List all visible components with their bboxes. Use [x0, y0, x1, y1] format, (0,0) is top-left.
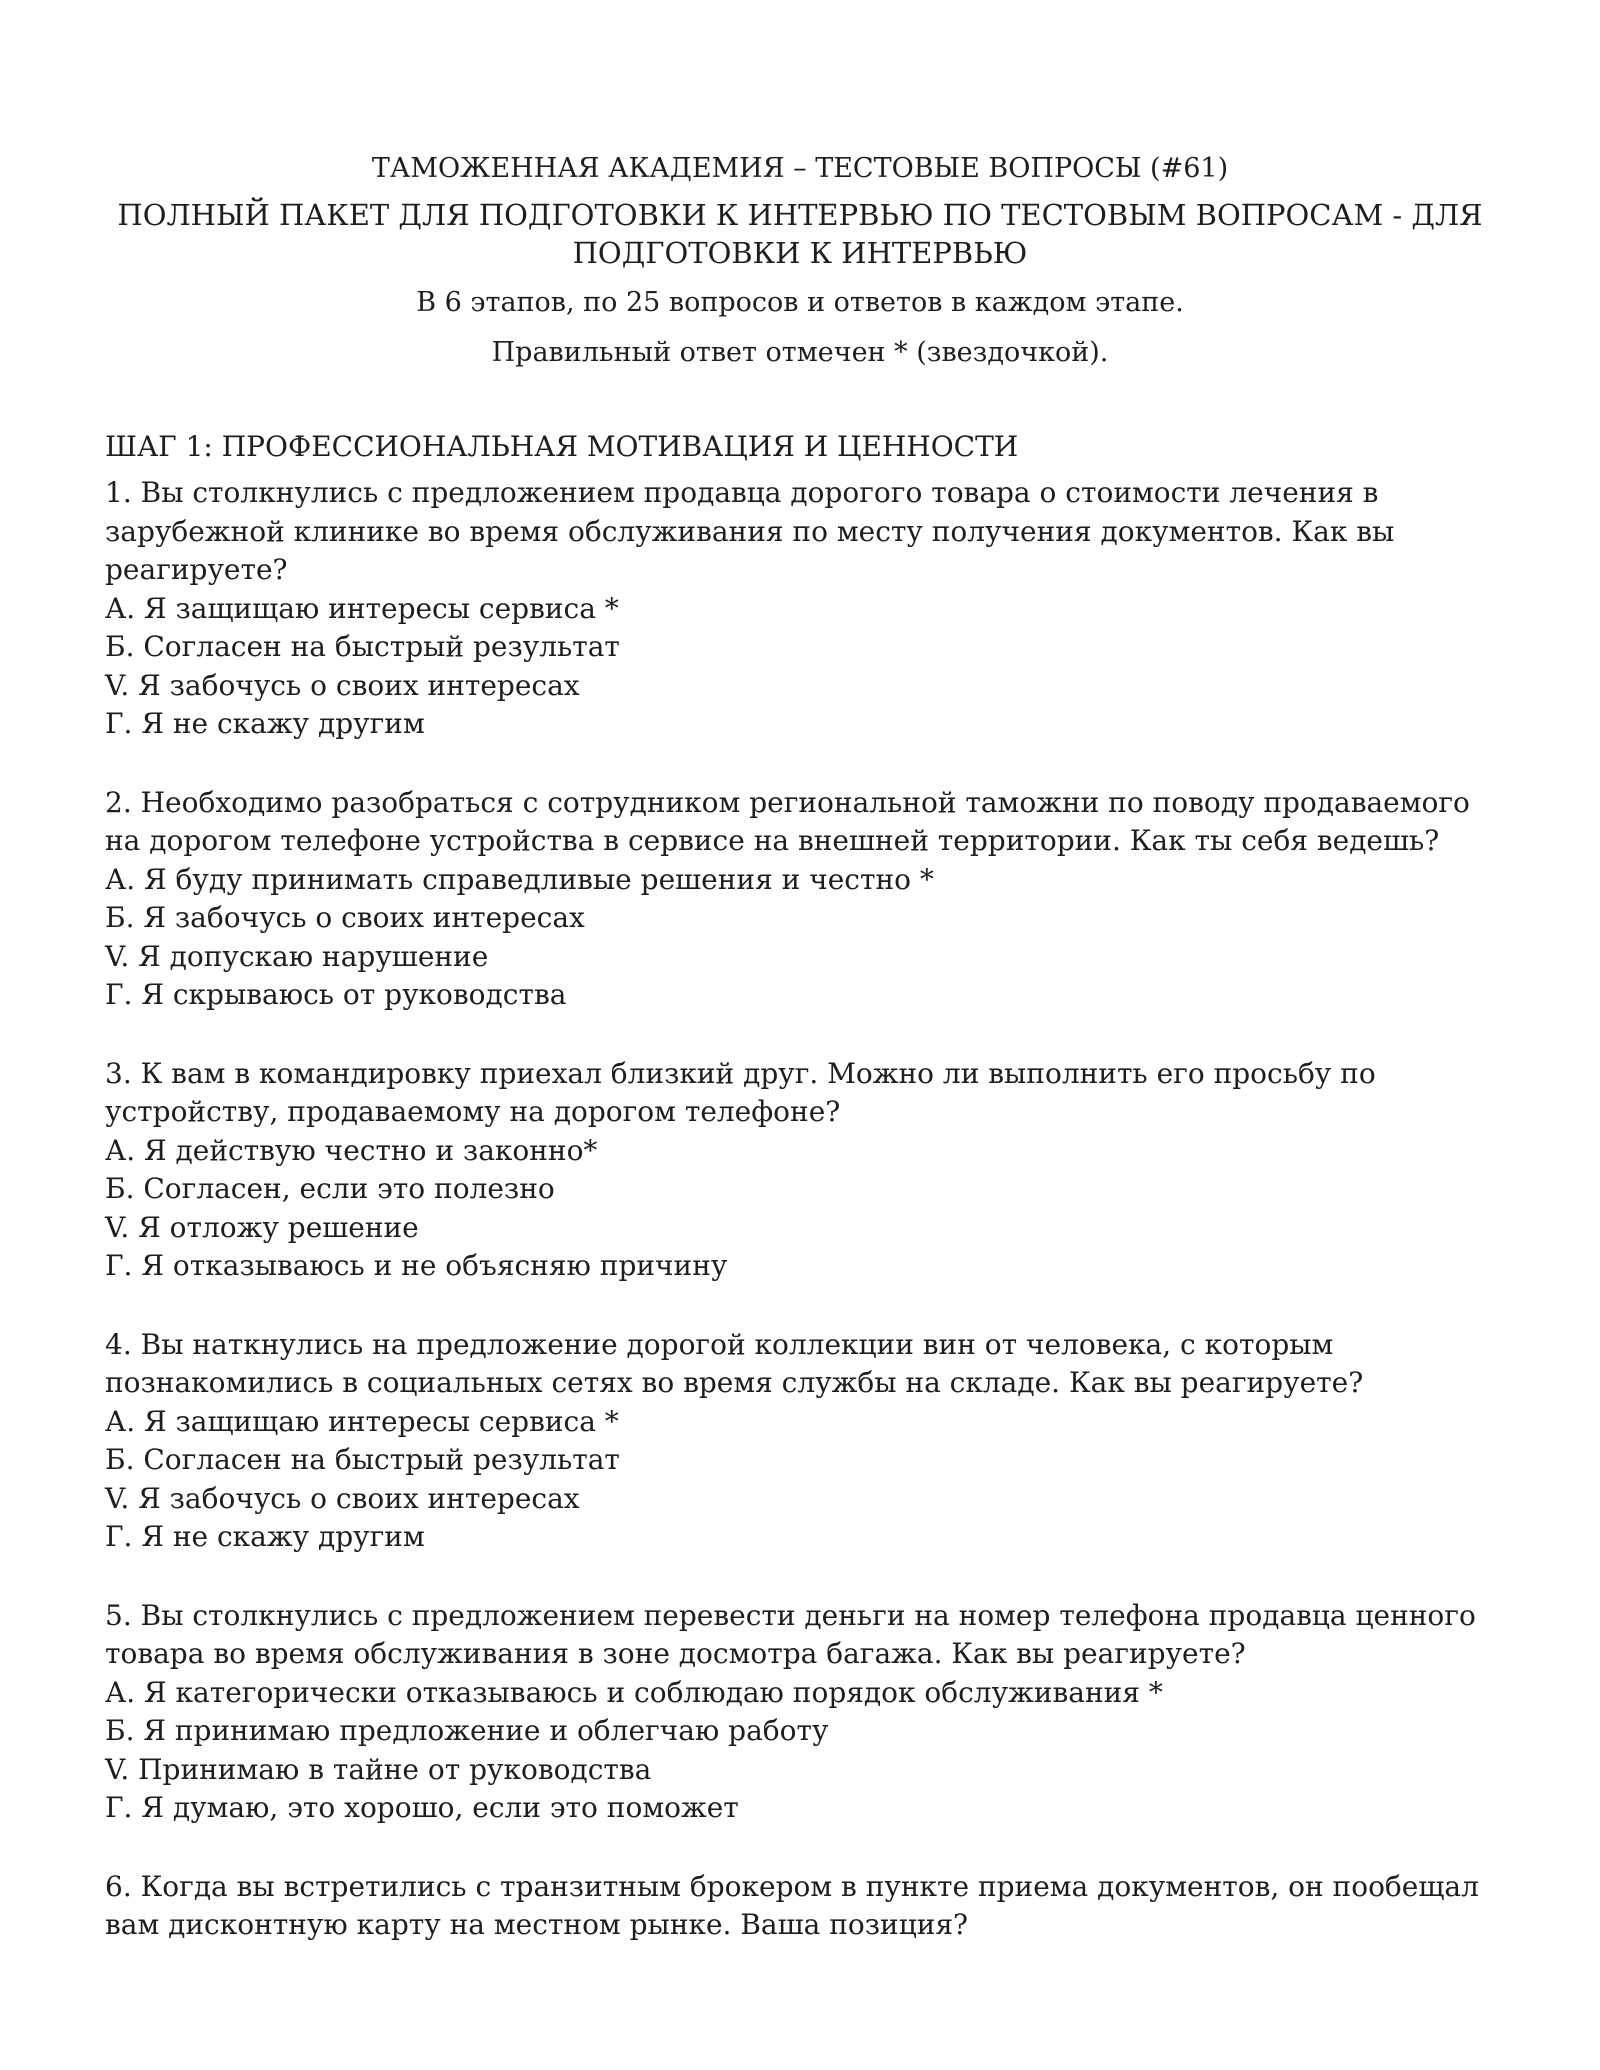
section-title: ШАГ 1: ПРОФЕССИОНАЛЬНАЯ МОТИВАЦИЯ И ЦЕННОСТИ [105, 430, 1019, 463]
question-block [105, 474, 1495, 744]
answer-option: Г. Я думаю, это хорошо, если это поможет [105, 1791, 739, 1824]
info-line-stages: В 6 этапов, по 25 вопросов и ответов в каждом этапе. [416, 287, 1184, 318]
answer-options [105, 1403, 1495, 1557]
answer-option: V. Я отложу решение [105, 1210, 419, 1244]
answer-option: Б. Согласен на быстрый результат [105, 1443, 620, 1476]
answer-option: Б. Я принимаю предложение и облегчаю работу [105, 1714, 829, 1747]
answer-option: V. Я допускаю нарушение [105, 939, 489, 973]
question-block [105, 784, 1495, 1015]
question-text: 3. К вам в командировку приехал близкий друг. Можно ли выполнить его просьбу по устройству, продаваемому на дорогом телефоне? [105, 1056, 1376, 1128]
answer-option: А. Я защищаю интересы сервиса * [105, 591, 619, 625]
answer-options [105, 861, 1495, 1015]
question-text: 2. Необходимо разобраться с сотрудником региональной таможни по поводу продаваемого на дорогом телефоне устройства в сервисе на внешней территории. Как ты себя ведешь? [105, 785, 1470, 857]
answer-option: V. Принимаю в тайне от руководства [105, 1752, 652, 1786]
question-block [105, 1055, 1495, 1286]
question-block [105, 1326, 1495, 1557]
question-text: 4. Вы наткнулись на предложение дорогой коллекции вин от человека, с которым познакомились в социальных сетях во время службы на складе. Как вы реагируете? [105, 1327, 1364, 1399]
answer-option: Г. Я не скажу другим [105, 1520, 425, 1553]
answer-option: V. Я забочусь о своих интересах [105, 668, 580, 702]
answer-option: V. Я забочусь о своих интересах [105, 1481, 580, 1515]
answer-option: А. Я защищаю интересы сервиса * [105, 1404, 619, 1438]
question-text: 6. Когда вы встретились с транзитным брокером в пункте приема документов, он пообещал вам дисконтную карту на местном рынке. Ваша позиция? [105, 1869, 1479, 1941]
answer-option: Б. Согласен, если это полезно [105, 1172, 555, 1205]
answer-options [105, 1132, 1495, 1286]
info-line-answer-mark: Правильный ответ отмечен * (звездочкой). [491, 337, 1109, 368]
answer-option: А. Я категорически отказываюсь и соблюдаю порядок обслуживания * [105, 1675, 1163, 1709]
question-list [105, 474, 1495, 1945]
answer-options [105, 590, 1495, 744]
document-header [105, 150, 1495, 372]
answer-option: Б. Я забочусь о своих интересах [105, 901, 585, 934]
question-block [105, 1868, 1495, 1945]
answer-option: А. Я действую честно и законно* [105, 1133, 598, 1167]
answer-option: Г. Я скрываюсь от руководства [105, 978, 567, 1011]
answer-option: А. Я буду принимать справедливые решения и честно * [105, 862, 934, 896]
question-text: 1. Вы столкнулись с предложением продавца дорогого товара о стоимости лечения в зарубежной клинике во время обслуживания по месту получения документов. Как вы реагируете? [105, 476, 1395, 586]
document-subtitle: ПОЛНЫЙ ПАКЕТ ДЛЯ ПОДГОТОВКИ К ИНТЕРВЬЮ ПО ТЕСТОВЫМ ВОПРОСАМ - ДЛЯ ПОДГОТОВКИ К ИНТЕРВЬЮ [117, 198, 1483, 270]
document-title: ТАМОЖЕННАЯ АКАДЕМИЯ – ТЕСТОВЫЕ ВОПРОСЫ (#61) [371, 153, 1229, 184]
answer-options [105, 1674, 1495, 1828]
answer-option: Б. Согласен на быстрый результат [105, 630, 620, 663]
answer-option: Г. Я не скажу другим [105, 707, 425, 740]
question-text: 5. Вы столкнулись с предложением перевести деньги на номер телефона продавца ценного товара во время обслуживания в зоне досмотра багажа. Как вы реагируете? [105, 1598, 1476, 1670]
question-block [105, 1597, 1495, 1828]
answer-option: Г. Я отказываюсь и не объясняю причину [105, 1249, 728, 1282]
